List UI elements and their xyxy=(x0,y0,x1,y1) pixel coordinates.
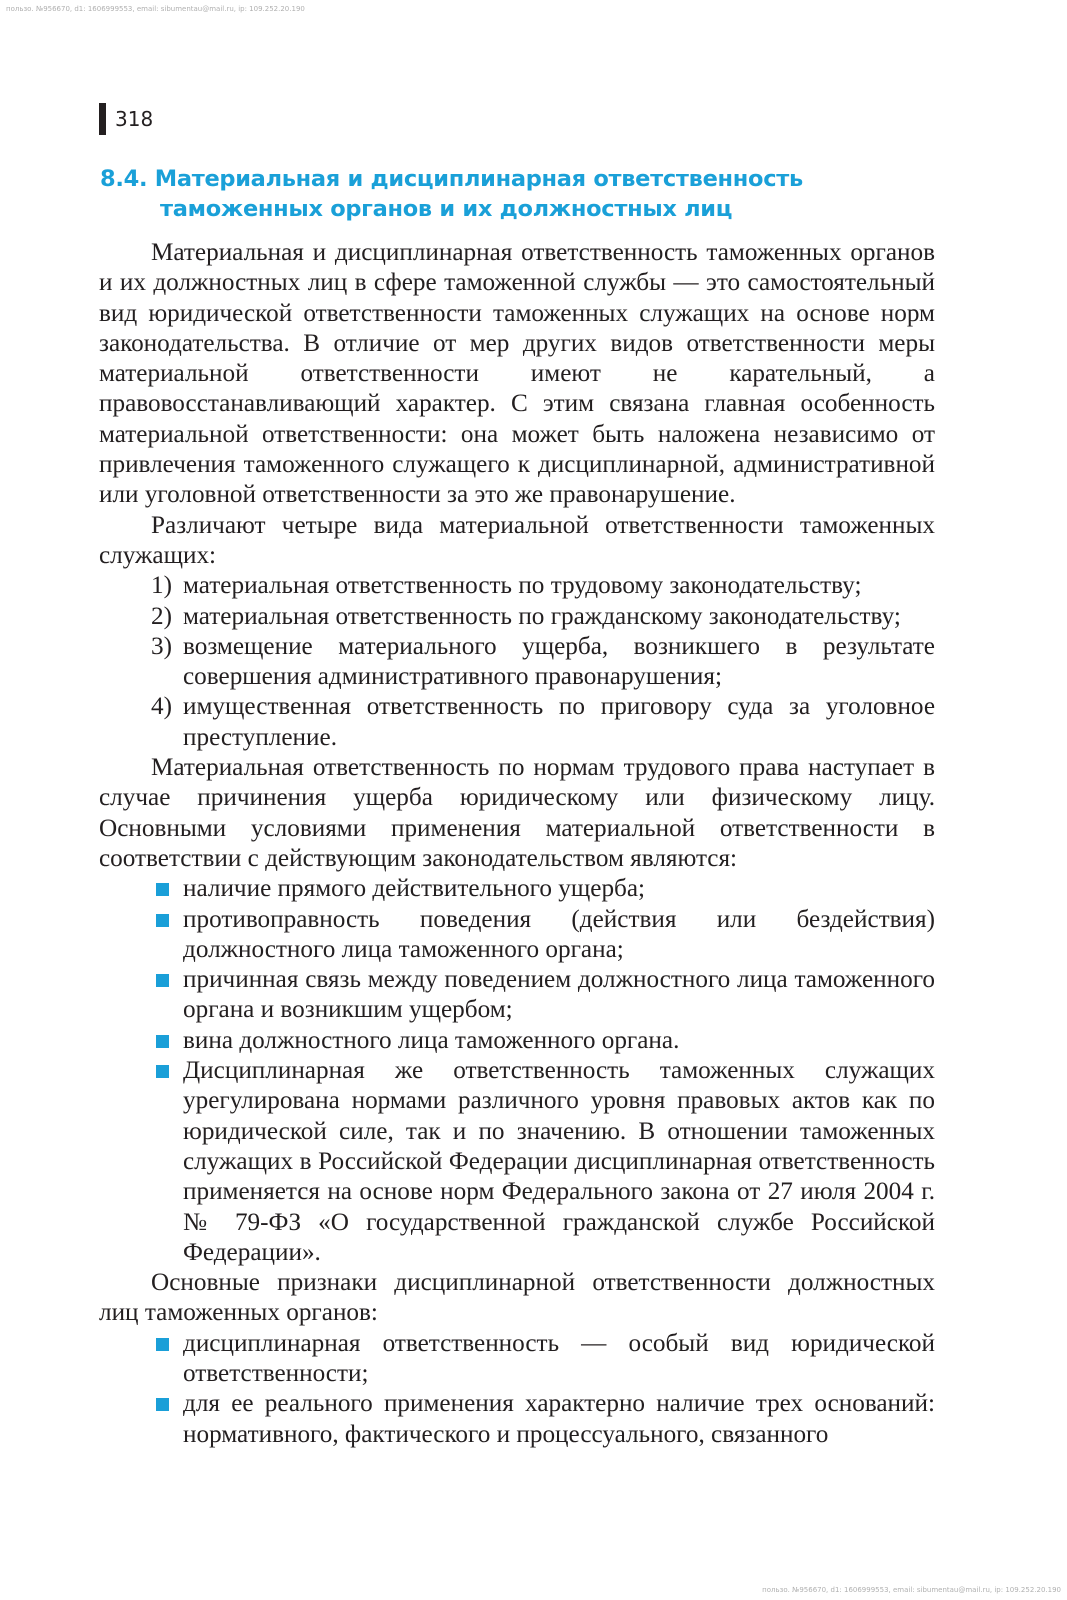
list-item-text: имущественная ответственность по приговору суда за уголовное преступление. xyxy=(183,693,935,751)
page-number xyxy=(99,103,153,135)
paragraph: Основные признаки дисциплинарной ответственности должностных лиц таможенных органов: xyxy=(99,1269,935,1327)
list-item-text: материальная ответственность по трудовому законодательству; xyxy=(183,572,862,600)
list-number: 1) xyxy=(151,572,172,600)
square-bullet-icon xyxy=(156,1338,169,1351)
list-number: 2) xyxy=(151,602,172,630)
list-item xyxy=(99,874,935,904)
section-heading-line2: таможенных органов и их должностных лиц xyxy=(160,196,733,222)
paragraph: Материальная ответственность по нормам трудового права наступает в случае причинения ущерба юридическому или физическому лицу. Основными условиями применения материальной ответственности в соответствии с действующим законодательством являются: xyxy=(99,754,935,872)
watermark-top: пользо. №956670, d1: 1606999553, email: sibumentau@mail.ru, ip: 109.252.20.190 xyxy=(6,5,305,13)
list-number: 4) xyxy=(151,693,172,721)
list-item-text: дисциплинарная ответственность — особый вид юридической ответственности; xyxy=(183,1329,935,1387)
section-heading-line1: 8.4. Материальная и дисциплинарная ответственность xyxy=(100,166,803,192)
square-bullet-icon xyxy=(156,1398,169,1411)
list-item-text: Дисциплинарная же ответственность таможенных служащих урегулирована нормами различного уровня правовых актов как по юридической силе, так и по значению. В отношении таможенных служащих в Российской Федерации дисциплинарная ответственность применяется на основе норм Федерального закона от 27 июля 2004 г. № 79-ФЗ «О государственной гражданской службе Российской Федерации». xyxy=(183,1057,935,1266)
list-number: 3) xyxy=(151,632,172,660)
square-bullet-icon xyxy=(156,974,169,987)
list-item xyxy=(99,1056,935,1268)
list-item xyxy=(99,632,935,693)
list-item-text: противоправность поведения (действия или бездействия) должностного лица таможенного органа; xyxy=(183,905,935,963)
list-item-text: возмещение материального ущерба, возникшего в результате совершения административного правонарушения; xyxy=(183,632,935,691)
bullet-list xyxy=(99,874,935,1268)
list-item-text: материальная ответственность по гражданскому законодательству; xyxy=(183,602,901,630)
bullet-list xyxy=(99,1329,935,1450)
numbered-list xyxy=(99,571,935,753)
list-item xyxy=(99,1389,935,1450)
list-item-text: наличие прямого действительного ущерба; xyxy=(183,875,646,903)
square-bullet-icon xyxy=(156,1035,169,1048)
square-bullet-icon xyxy=(156,1065,169,1078)
square-bullet-icon xyxy=(156,914,169,927)
page-number-bar xyxy=(99,103,106,135)
list-item xyxy=(99,905,935,966)
list-item xyxy=(99,692,935,753)
body-text xyxy=(99,238,935,1450)
watermark-bottom: пользо. №956670, d1: 1606999553, email: sibumentau@mail.ru, ip: 109.252.20.190 xyxy=(762,1586,1061,1594)
list-item-text: причинная связь между поведением должностного лица таможенного органа и возникшим ущербом; xyxy=(183,966,935,1024)
page-number-text: 318 xyxy=(115,107,154,131)
list-item-text: вина должностного лица таможенного органа. xyxy=(183,1026,680,1054)
list-item-text: для ее реального применения характерно наличие трех оснований: нормативного, фактического и процессуального, связанного xyxy=(183,1390,935,1448)
square-bullet-icon xyxy=(156,883,169,896)
paragraph: Материальная и дисциплинарная ответственность таможенных органов и их должностных лиц в сфере таможенной службы — это самостоятельный вид юридической ответственности таможенных служащих на основе норм законодательства. В отличие от мер других видов ответственности меры материальной ответственности имеют не карательный, а правовосстанавливающий характер. С этим связана главная особенность материальной ответственности: она может быть наложена независимо от привлечения таможенного служащего к дисциплинарной, административной или уголовной ответственности за это же правонарушение. xyxy=(99,239,935,509)
list-item xyxy=(99,1329,935,1390)
list-item xyxy=(99,602,935,632)
list-item xyxy=(99,965,935,1026)
section-heading xyxy=(100,164,960,224)
list-item xyxy=(99,571,935,601)
list-item xyxy=(99,1026,935,1056)
paragraph: Различают четыре вида материальной ответственности таможенных служащих: xyxy=(99,511,935,569)
